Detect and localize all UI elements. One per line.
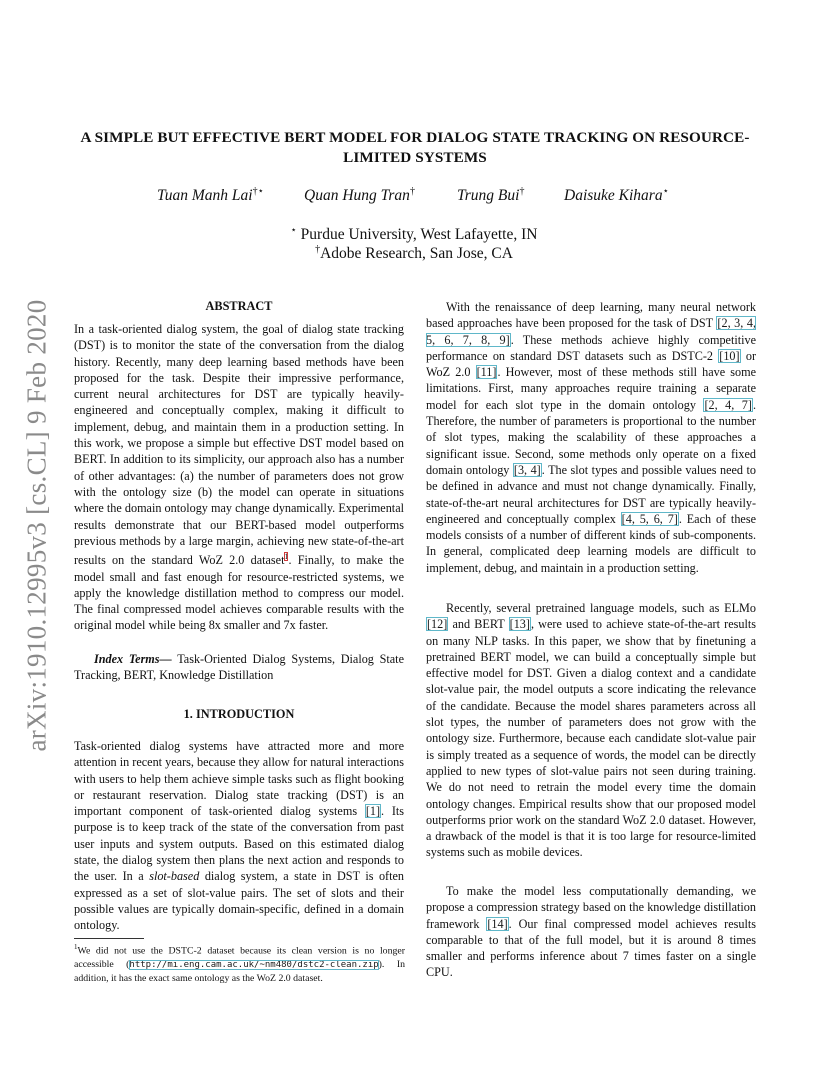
author-list bbox=[0, 186, 828, 208]
author: Daisuke Kihara⋆ bbox=[564, 186, 669, 205]
intro-heading: 1. INTRODUCTION bbox=[183, 707, 295, 721]
citation-link[interactable]: [12] bbox=[427, 617, 448, 632]
footnote-url-link[interactable]: http://mi.eng.cam.ac.uk/~nm480/dstc2-clean.zip bbox=[129, 959, 379, 970]
citation-link[interactable]: [2, 3, 4, 5, 6, 7, 8, 9] bbox=[426, 316, 756, 347]
citation-link[interactable]: [14] bbox=[487, 916, 508, 931]
intro-paragraph: Task-oriented dialog systems have attracted more and more attention in recent years, because they allow for natural interactions with users to help them achieve simple tasks such as flight booking or restaurant reservation. Dialog state tracking (DST) is an important component of task-oriented dialog systems [1]. Its purpose is to keep track of the state of the conversation from past user inputs and system outputs. Based on this estimated dialog state, the dialog system then plans the next action and responds to the user. In a slot-based dialog system, a state in DST is often expressed as a set of slot-value pairs. The set of slots and their possible values are typically domain-specific, defined in a domain ontology. bbox=[74, 739, 405, 933]
author: Trung Bui† bbox=[457, 186, 525, 205]
affiliation: ⋆ Purdue University, West Lafayette, IN bbox=[290, 225, 538, 244]
citation-link[interactable]: [4, 5, 6, 7] bbox=[621, 511, 678, 526]
footnote-link[interactable]: 1 bbox=[284, 552, 289, 562]
abstract-text: In a task-oriented dialog system, the goal of dialog state tracking (DST) is to monitor the state of the conversation from the dialog history. Recently, many deep learning based methods have been proposed for the task. Despite their impressive performance, current neural architectures for DST are typically heavily-engineered and conceptually complex, making it difficult to implement, debug, and maintain them in a production setting. In this work, we propose a simple but effective DST model based on BERT. In addition to its simplicity, our approach also has a number of other advantages: (a) the number of parameters does not grow with the ontology size (b) the model can operate in situations where the domain ontology may change dynamically. Experimental results demonstrate that our BERT-based model outperforms previous methods by a large margin, achieving new state-of-the-art results on the standard WoZ 2.0 dataset$^1$. Finally, to make the model small and fast enough for resource-restricted systems, we apply the knowledge distillation method to compress our model. The final compressed model achieves comparable results with the original model while being 8x smaller and 7x faster. bbox=[74, 322, 404, 633]
citation-link[interactable]: [11] bbox=[476, 365, 497, 380]
author: Tuan Manh Lai†⋆ bbox=[157, 186, 264, 205]
citation-link[interactable]: [13] bbox=[509, 617, 530, 632]
arxiv-watermark bbox=[17, 295, 57, 755]
footnote: $^1$We did not use the DSTC-2 dataset because its clean version is no longer accessible (http://mi.eng.cam.ac.uk/~nm480/dstc2-clean.zip). In addition, it has the exact same ontology as the WoZ 2.0 dataset. bbox=[74, 943, 405, 985]
author: Quan Hung Tran† bbox=[304, 186, 415, 205]
citation-link[interactable]: [1] bbox=[365, 804, 381, 819]
citation-link[interactable]: [3, 4] bbox=[513, 462, 541, 477]
citation-link[interactable]: [10] bbox=[719, 348, 740, 363]
footnote-rule bbox=[74, 938, 144, 939]
affiliation: †Adobe Research, San Jose, CA bbox=[315, 244, 513, 263]
body-paragraph: Recently, several pretrained language models, such as ELMo [12] and BERT [13], were used to achieve state-of-the-art results on many NLP tasks. In this paper, we show that by finetuning a pretrained BERT model, we can build a conceptually simple but effective model for DST. Given a dialog context and a candidate slot-value pair, the model outputs a score indicating the relevance of the candidate. Because the model shares parameters across all slot types, the number of parameters does not grow with the ontology size. Furthermore, because each candidate slot-value pair is simply treated as a sequence of words, the model can be directly applied to new types of slot-value pairs not seen during training. We do not need to retrain the model every time the domain ontology changes. Empirical results show that our proposed model outperforms prior work on the standard WoZ 2.0 dataset. However, a drawback of the model is that it is too large for resource-limited systems such as mobile devices. bbox=[426, 601, 756, 860]
body-paragraph: To make the model less computationally demanding, we propose a compression strategy based on the knowledge distillation framework [14]. Our final compressed model achieves results comparable to that of the full model, but it is around 8 times smaller and performs inference about 7 times faster on a single CPU. bbox=[426, 884, 756, 980]
abstract-heading: ABSTRACT bbox=[205, 299, 273, 313]
index-terms: Index Terms— Task-Oriented Dialog Systems, Dialog State Tracking, BERT, Knowledge Distillation bbox=[74, 652, 404, 683]
arxiv-id: arXiv:1910.12995v3 [cs.CL] 9 Feb 2020 bbox=[21, 298, 52, 752]
paper-title: A SIMPLE BUT EFFECTIVE BERT MODEL FOR DIALOG STATE TRACKING ON RESOURCE-LIMITED SYSTEMS bbox=[80, 129, 750, 166]
citation-link[interactable]: [2, 4, 7] bbox=[704, 397, 752, 412]
body-paragraph: With the renaissance of deep learning, many neural network based approaches have been proposed for the task of DST [2, 3, 4, 5, 6, 7, 8, 9]. These methods achieve highly competitive performance on standard DST datasets such as DSTC-2 [10] or WoZ 2.0 [11]. However, most of these methods still have some limitations. First, many approaches require training a separate model for each slot type in the domain ontology [2, 4, 7]. Therefore, the number of parameters is proportional to the number of slot types, making the scalability of these approaches a significant issue. Second, some methods only operate on a fixed domain ontology [3, 4]. The slot types and possible values need to be defined in advance and must not change dynamically. Finally, state-of-the-art neural architectures for DST are typically heavily-engineered and conceptually complex [4, 5, 6, 7]. Each of these models consists of a number of different kinds of sub-components. In general, complicated deep learning models are difficult to implement, debug, and maintain in a production setting. bbox=[426, 300, 757, 575]
